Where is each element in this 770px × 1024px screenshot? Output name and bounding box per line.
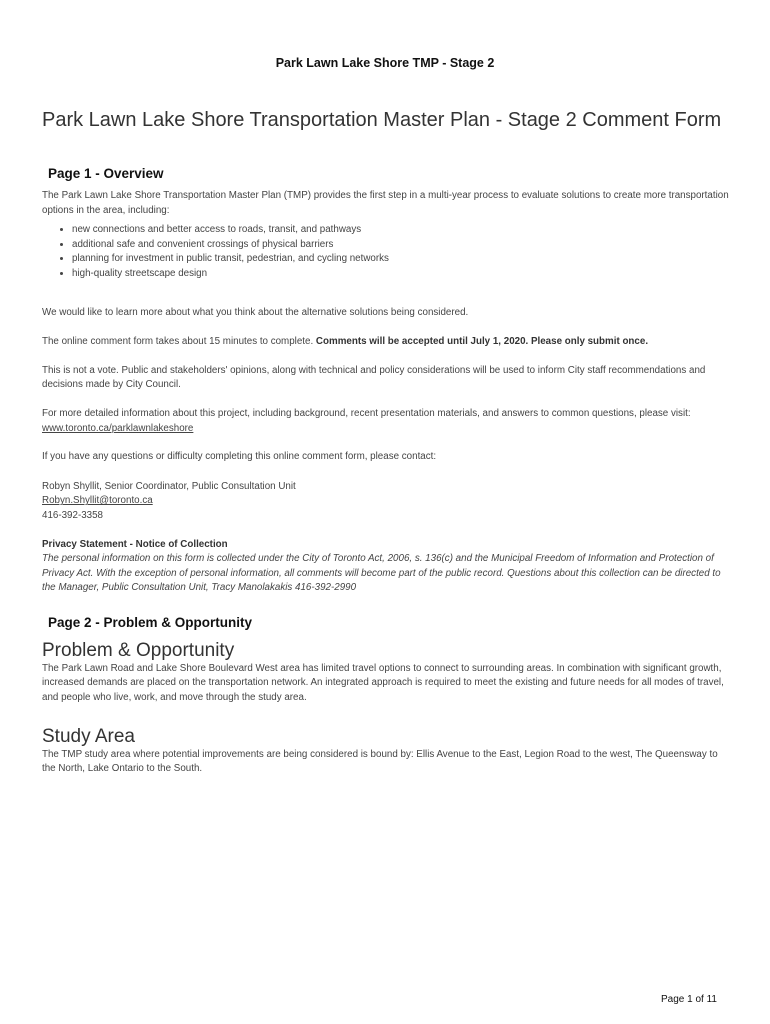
- list-item: • new connections and better access to roads, transit, and pathways: [72, 223, 732, 238]
- list-item: • high-quality streetscape design: [72, 267, 732, 282]
- deadline-text: Comments will be accepted until July 1, 2020. Please only submit once.: [315, 336, 649, 348]
- options-list: [42, 223, 732, 281]
- more-info-paragraph: [42, 407, 732, 436]
- page2-heading: Page 2 - Problem & Opportunity: [48, 614, 253, 630]
- study-area-paragraph: The TMP study area where potential improvements are being considered is bound by: Ellis Avenue to the East, Legion Road to the west, The Queensway to the North, Lake Ontario to the South.: [42, 748, 718, 775]
- study-area-heading: Study Area: [42, 725, 135, 747]
- privacy-text: The personal information on this form is collected under the City of Toronto Act, 2006, s. 136(c) and the Municipal Freedom of Information and Protection of Privacy Act. With the exception of personal information, all comments will become part of the public record. Questions about this collection can be directed to the Manager, Public Consultation Unit, Tracy Manolakakis 416-392-2990: [42, 553, 721, 594]
- project-website-link[interactable]: www.toronto.ca/parklawnlakeshore: [42, 422, 194, 434]
- document-body: [42, 107, 732, 777]
- document-header: Park Lawn Lake Shore TMP - Stage 2: [275, 56, 495, 70]
- list-item: • planning for investment in public transit, pedestrian, and cycling networks: [72, 252, 732, 267]
- duration-paragraph: [42, 335, 732, 350]
- contact-name: Robyn Shyllit, Senior Coordinator, Public Consultation Unit: [42, 480, 296, 492]
- learn-more-paragraph: We would like to learn more about what you think about the alternative solutions being considered.: [42, 306, 469, 318]
- privacy-title: Privacy Statement - Notice of Collection: [42, 538, 228, 550]
- page-number: Page 1 of 11: [661, 994, 717, 1005]
- list-item: • additional safe and convenient crossings of physical barriers: [72, 238, 732, 253]
- not-a-vote-paragraph: This is not a vote. Public and stakeholders' opinions, along with technical and policy considerations will be used to inform City staff recommendations and decisions made by City Council.: [42, 364, 706, 391]
- contact-email-link[interactable]: Robyn.Shyllit@toronto.ca: [42, 495, 153, 507]
- contact-email-line: [42, 494, 732, 509]
- contact-intro-paragraph: If you have any questions or difficulty completing this online comment form, please contact:: [42, 451, 437, 463]
- page1-heading: Page 1 - Overview: [48, 166, 164, 181]
- more-info-text: For more detailed information about this project, including background, recent presentation materials, and answers to common questions, please visit:: [42, 407, 691, 419]
- intro-paragraph: The Park Lawn Lake Shore Transportation Master Plan (TMP) provides the first step in a multi-year process to evaluate solutions to create more transportation options in the area, including:: [42, 190, 729, 216]
- duration-text: The online comment form takes about 15 minutes to complete.: [42, 336, 314, 348]
- form-title: Park Lawn Lake Shore Transportation Master Plan - Stage 2 Comment Form: [42, 109, 722, 131]
- contact-phone: 416-392-3358: [42, 509, 104, 521]
- problem-paragraph: The Park Lawn Road and Lake Shore Boulevard West area has limited travel options to connect to surrounding areas. In combination with significant growth, increased demands are placed on the transportation network. An integrated approach is required to meet the existing and future needs for all modes of travel, and people who live, work, and move through the study area.: [42, 662, 724, 704]
- problem-heading: Problem & Opportunity: [42, 639, 235, 661]
